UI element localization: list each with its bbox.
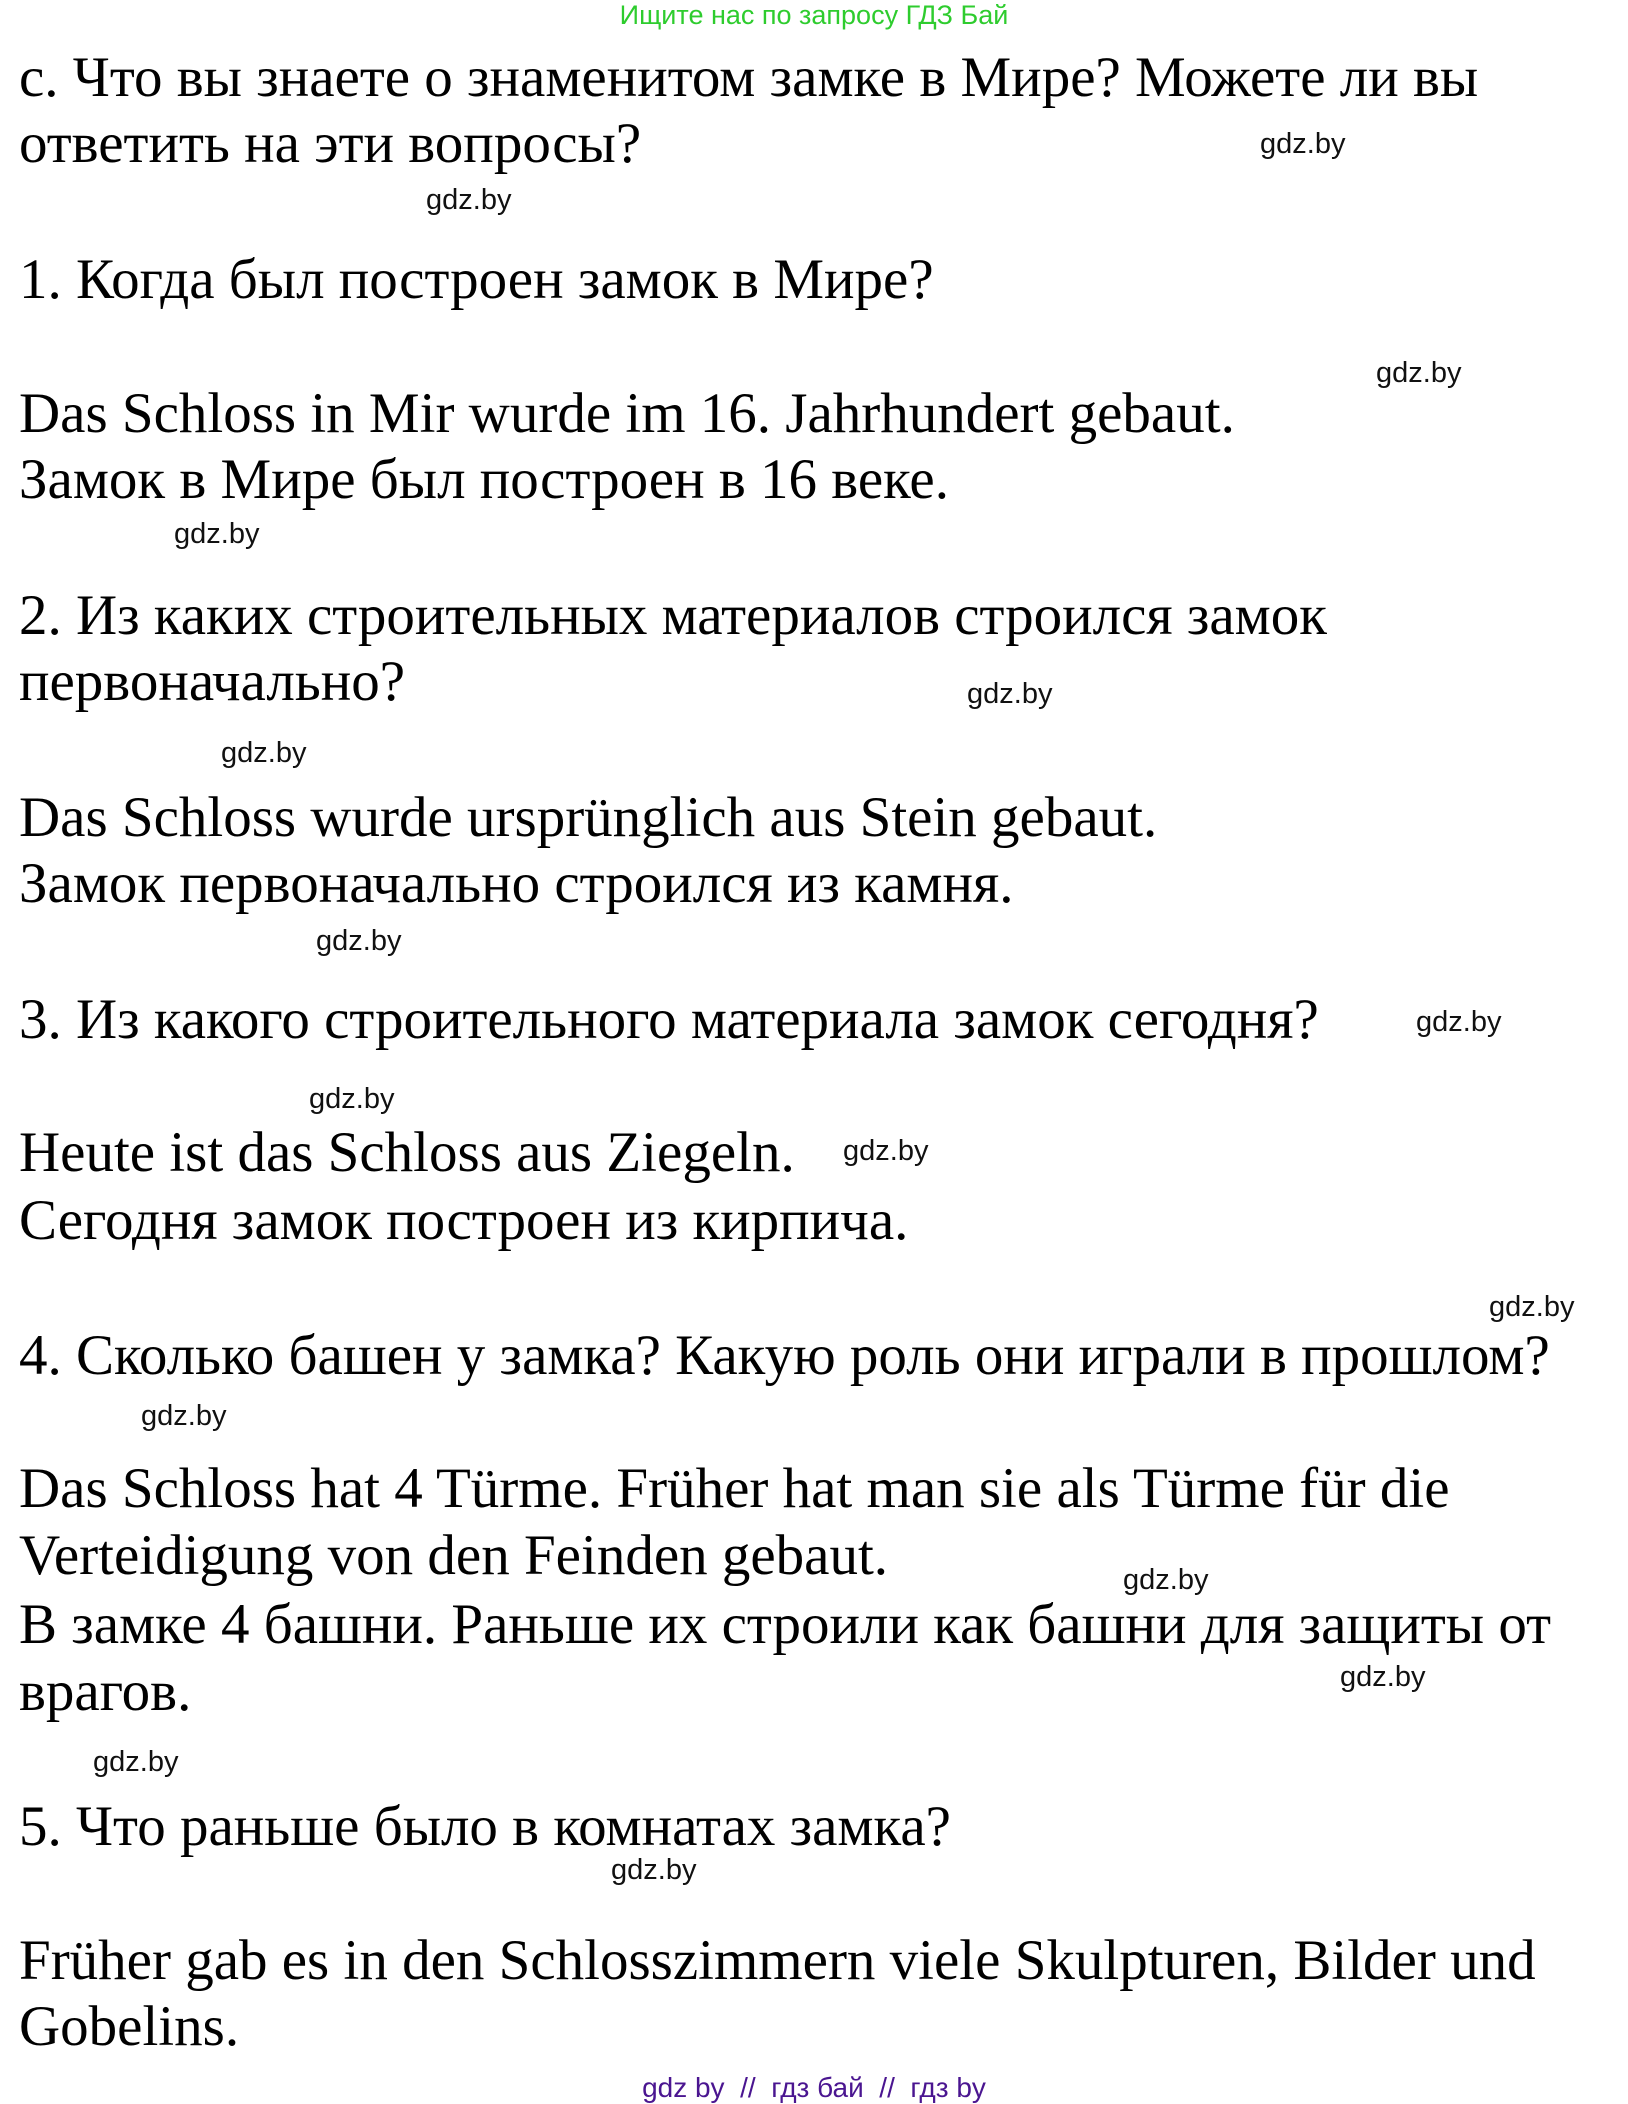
watermark: gdz.by — [1123, 1564, 1209, 1596]
watermark: gdz.by — [967, 678, 1053, 710]
watermark: gdz.by — [174, 518, 260, 550]
task-intro-line-2: ответить на эти вопросы? — [19, 112, 642, 175]
answer-3-russian: Сегодня замок построен из кирпича. — [19, 1189, 909, 1252]
answer-3-german: Heute ist das Schloss aus Ziegeln. — [19, 1121, 795, 1184]
question-4: 4. Сколько башен у замка? Какую роль они играли в прошлом? — [19, 1324, 1550, 1387]
question-5: 5. Что раньше было в комнатах замка? — [19, 1795, 951, 1858]
watermark: gdz.by — [141, 1400, 227, 1432]
watermark: gdz.by — [426, 184, 512, 216]
answer-5-german-line-1: Früher gab es in den Schlosszimmern viele Skulpturen, Bilder und — [19, 1929, 1536, 1992]
watermark: gdz.by — [221, 737, 307, 769]
footer-links: gdz by // гдз бай // гдз by — [642, 2072, 986, 2103]
watermark: gdz.by — [843, 1135, 929, 1167]
question-2-line-2: первоначально? — [19, 650, 406, 713]
search-hint-banner: Ищите нас по запросу ГДЗ Бай — [619, 0, 1009, 30]
question-3: 3. Из какого строительного материала замок сегодня? — [19, 988, 1319, 1051]
watermark: gdz.by — [1376, 357, 1462, 389]
answer-4-german-line-1: Das Schloss hat 4 Türme. Früher hat man sie als Türme für die — [19, 1457, 1450, 1520]
question-1: 1. Когда был построен замок в Мире? — [19, 248, 934, 311]
question-2-line-1: 2. Из каких строительных материалов строился замок — [19, 584, 1327, 647]
watermark: gdz.by — [611, 1854, 697, 1886]
watermark: gdz.by — [1489, 1291, 1575, 1323]
watermark: gdz.by — [1340, 1661, 1426, 1693]
answer-4-russian-line-2: врагов. — [19, 1660, 192, 1723]
watermark: gdz.by — [316, 925, 402, 957]
watermark: gdz.by — [1416, 1006, 1502, 1038]
task-intro-line-1: с. Что вы знаете о знаменитом замке в Мире? Можете ли вы — [19, 46, 1479, 109]
answer-4-russian-line-1: В замке 4 башни. Раньше их строили как башни для защиты от — [19, 1593, 1551, 1656]
answer-5-german-line-2: Gobelins. — [19, 1995, 240, 2058]
answer-1-russian: Замок в Мире был построен в 16 веке. — [19, 448, 949, 511]
watermark: gdz.by — [93, 1746, 179, 1778]
answer-2-russian: Замок первоначально строился из камня. — [19, 852, 1014, 915]
answer-2-german: Das Schloss wurde ursprünglich aus Stein gebaut. — [19, 786, 1158, 849]
answer-1-german: Das Schloss in Mir wurde im 16. Jahrhundert gebaut. — [19, 382, 1235, 445]
watermark: gdz.by — [1260, 128, 1346, 160]
watermark: gdz.by — [309, 1083, 395, 1115]
answer-4-german-line-2: Verteidigung von den Feinden gebaut. — [19, 1524, 889, 1587]
